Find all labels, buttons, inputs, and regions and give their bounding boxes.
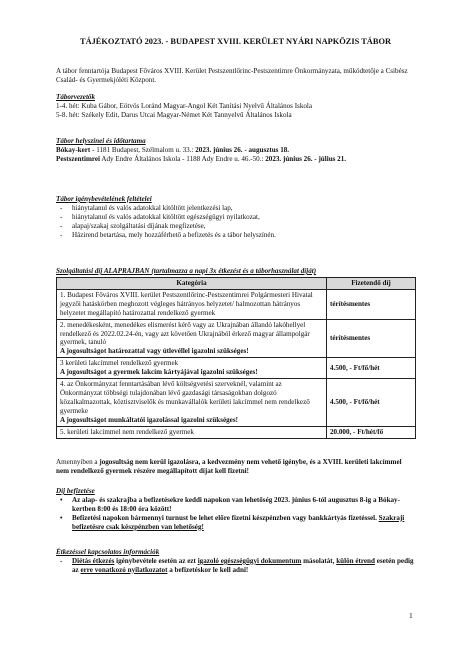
meals-separate-menu: külön étrend	[336, 556, 375, 565]
category-text: 4. az Önkormányzat fenntartásában lévő költségvetési szerveknél, valamint az Önkormányzat többségi tulajdonában lévő gazdasági társaságokban dolgozó közalkalmazottak, köztisztviselők és munkavállalók kerületi lakcímmel nem rendelkező gyermeke	[60, 380, 310, 415]
category-text: 2. menedékesként, menedékes elismerést kérő vagy az Ukrajnában állandó lakóhellyel rendelkező és 2022.02.24-én, vagy azt követően Ukrajnából érkező magyar állampolgár gyermek, tanuló	[60, 320, 310, 347]
category-cell	[57, 319, 327, 358]
category-requirement: A jogosultságot a gyermek lakcím kártyájával igazolni szükséges!	[60, 368, 258, 377]
payment-cash-note: Szakraji befizetésre csak készpénzben van lehetőség!	[72, 513, 405, 531]
requirements-heading: Tábor igénybevételének feltételei	[56, 195, 152, 203]
fees-table	[56, 277, 416, 439]
category-cell	[57, 289, 327, 319]
table-row	[57, 426, 416, 438]
meals-text: esetén pedig az	[72, 556, 414, 574]
category-requirement: A jogosultságot munkáltatói igazolással igazolni szükséges!	[60, 415, 238, 424]
notice-paragraph	[56, 458, 416, 476]
location-name: Bókay-kert	[56, 145, 91, 154]
category-requirement: A jogosultságot határozattal vagy útlevéllel igazolni szükséges!	[60, 347, 249, 356]
meals-section	[56, 548, 416, 575]
meals-text: másolatát,	[301, 556, 337, 565]
list-item: - hiánytalanul és valós adatokkal kitöltött jelentkezési lap,	[56, 204, 416, 213]
table-row	[57, 379, 416, 427]
payment-list	[56, 496, 416, 532]
leaders-line: 5-8. hét: Székely Edit, Darus Utcai Magyar-Német Két Tannyelvű Általános Iskola	[56, 110, 292, 119]
fee-cell: térítésmentes	[327, 319, 416, 358]
table-header-row	[57, 278, 416, 290]
meals-declaration: erre vonatkozó nyilatkozatot	[80, 565, 168, 574]
locations-heading: Tábor helyszínei és időtartama	[56, 137, 146, 145]
category-cell	[57, 426, 327, 438]
notice-bold: jogosultság nem kerül igazolásra, a kedvezmény nem vehető igénybe, és a XVIII. kerületi lakcímmel nem rendelkező gyermek részére megállapított díjat kell fizetni!	[56, 458, 402, 475]
column-header-category: Kategória	[57, 278, 327, 290]
payment-section	[56, 487, 416, 532]
location-item	[56, 146, 416, 155]
list-item	[56, 557, 416, 575]
page-title: TÁJÉKOZTATÓ 2023. - BUDAPEST XVIII. KERÜLET NYÁRI NAPKÖZIS TÁBOR	[79, 37, 392, 46]
leaders-line: 1-4. hét: Kuba Gábor, Eötvös Loránd Magyar-Angol Két Tanítási Nyelvű Általános Iskola	[56, 101, 313, 110]
payment-heading: Díj befizetése	[56, 487, 95, 495]
meals-document: igazoló egészségügyi dokumentum	[197, 556, 302, 565]
location-name: Pestszentimrei	[56, 154, 100, 163]
meals-heading: Étkezéssel kapcsolatos információk	[56, 548, 160, 556]
fees-heading-note: (tartalmazza a napi 3x étkezést és a táborhasználat díját)	[149, 267, 317, 275]
location-dates: 2023. június 26. - július 21.	[265, 154, 347, 163]
notice-lead: Amennyiben a	[56, 458, 100, 466]
list-item: - alapaj/szakaj szolgáltatási díjának megfizetése,	[56, 222, 416, 231]
table-row	[57, 319, 416, 358]
column-header-fee: Fizetendő díj	[327, 278, 416, 290]
category-cell	[57, 379, 327, 427]
page-number: 1	[409, 611, 413, 620]
table-row	[57, 358, 416, 379]
requirements-section	[56, 195, 416, 240]
location-address: - 1181 Budapest, Szélmalom u. 33.:	[90, 145, 196, 154]
category-text: 3 kerületi lakcímmel rendelkező gyermek	[60, 359, 179, 368]
meals-diet: Diétás étkezés	[72, 556, 115, 565]
requirements-list	[56, 204, 416, 240]
fee-cell: térítésmentes	[327, 289, 416, 319]
list-item: - Házirend betartása, mely hozzáférhető a befizetés és a tábor helyszínén.	[56, 231, 416, 240]
list-item: - hiánytalanul és valós adatokkal kitöltött egészségügyi nyilatkozat,	[56, 213, 416, 222]
list-item: • Az alap- és szakrajba a befizetésekre keddi napokon van lehetőség 2023. június 6-tól augusztus 8-ig a Bókay-kertben 8:00 és 18:00 óra között!	[56, 496, 416, 514]
fee-cell: 20.000, - Ft/hét/fő	[327, 426, 416, 438]
leaders-section	[56, 93, 416, 120]
fee-cell: 4.500, - Ft/fő/hét	[327, 379, 416, 427]
meals-text: igénybevétele esetén az ezt	[114, 556, 198, 565]
fees-heading	[56, 267, 416, 276]
category-text: 5. kerületi lakcímmel nem rendelkező gyermek	[60, 427, 194, 436]
category-cell	[57, 358, 327, 379]
category-text: 1. Budapest Főváros XVIII. kerület Pestszentlőrinc-Pestszentimrei Polgármesteri Hivatal jegyzői hatáskörben meghozott végleges hátrányos helyzetet/ halmozottan hátrányos helyzetet megállapító határozattal rendelkező gyermek	[60, 290, 313, 317]
location-item	[56, 155, 416, 164]
leaders-heading: Táborvezetők	[56, 93, 96, 101]
location-dates: 2023. június 26. - augusztus 18.	[195, 145, 290, 154]
intro-paragraph: A tábor fenntartója Budapest Főváros XVIII. Kerület Pestszentlőrinc-Pestszentimre Önkormányzata, működtetője a Csibész Család- és Gyermekjóléti Központ.	[56, 67, 408, 84]
meals-text: a befizetéskor le kell adni!	[167, 565, 249, 574]
fees-heading-title: Szolgáltatási díj ALAPRAJBAN	[56, 267, 150, 275]
fee-cell: 4.500, - Ft/fő/hét	[327, 358, 416, 379]
meals-list	[56, 557, 416, 575]
location-address: Ady Endre Általános Iskola - 1188 Ady Endre u. 46.-50.:	[100, 154, 266, 163]
payment-text: Befizetési napokon bármennyi turnust be lehet előre fizetni készpénzben vagy bankkártyás fizetéssel.	[72, 513, 379, 522]
list-item	[56, 514, 416, 532]
locations-section	[56, 137, 416, 164]
table-row	[57, 289, 416, 319]
